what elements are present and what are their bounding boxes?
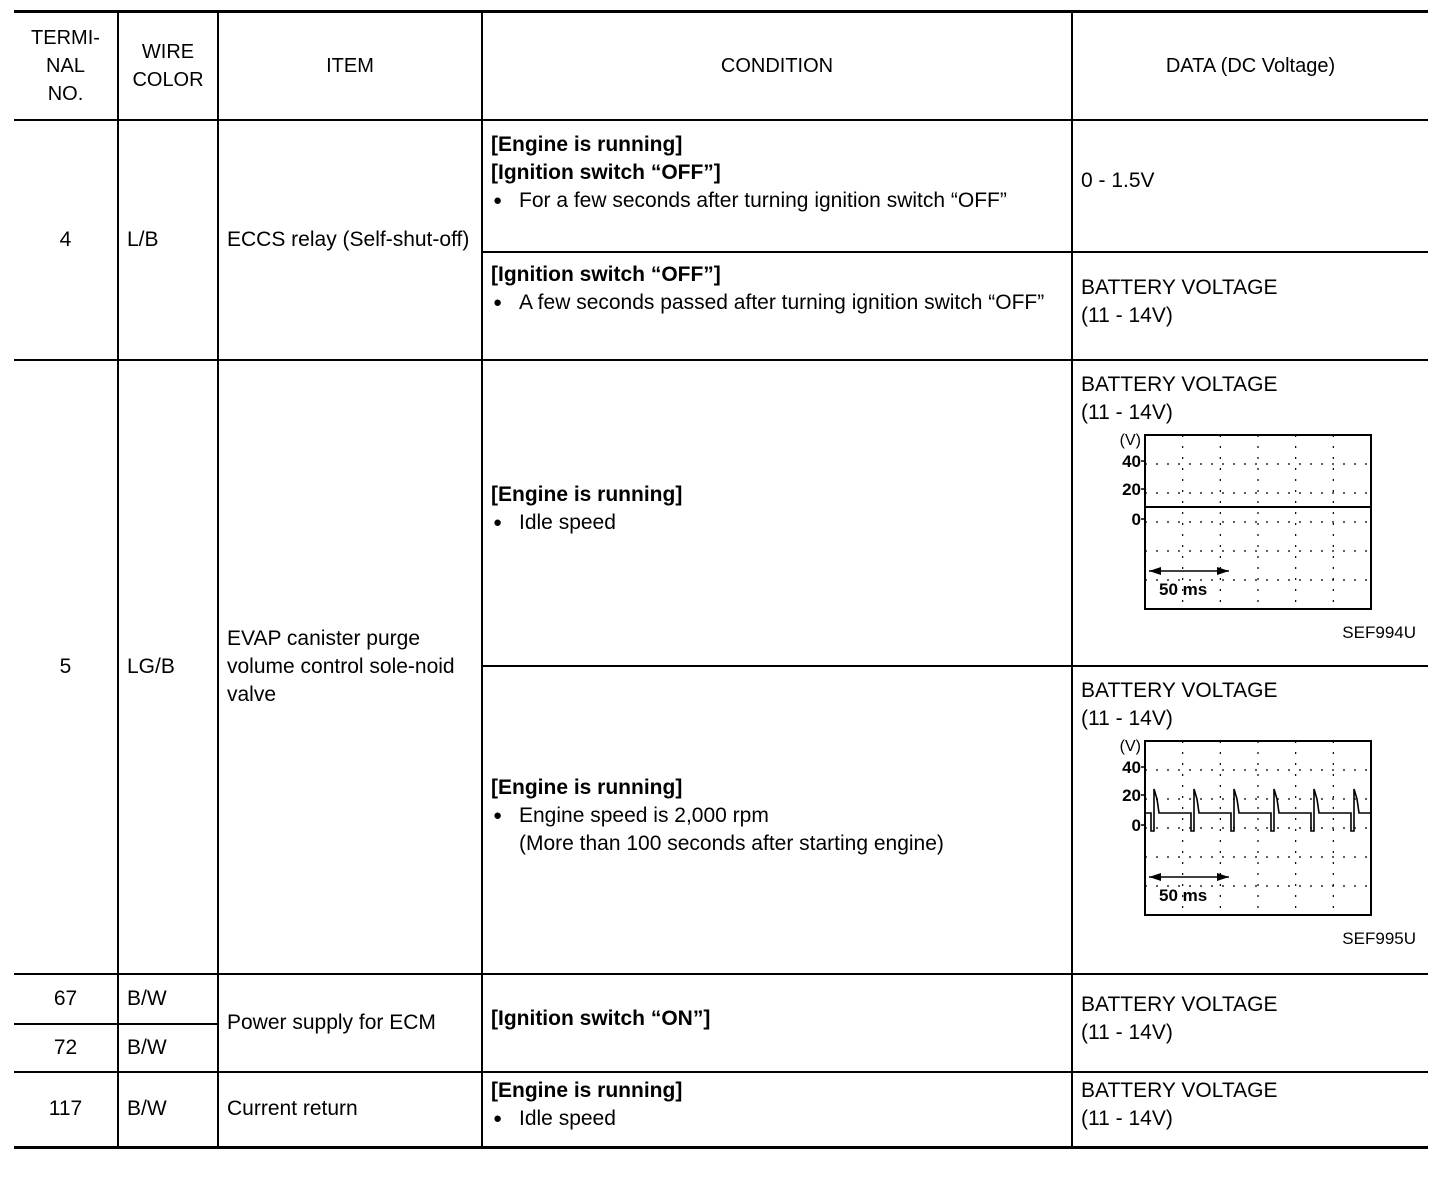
condition-heading: [Engine is running] [491,1079,683,1103]
header-wire-line1: WIRE [141,40,195,63]
terminal-no: 117 [14,1072,118,1148]
condition-cell [482,252,1072,360]
data-range: (11 - 14V) [1081,1020,1173,1044]
data-value: 0 - 1.5V [1081,168,1155,192]
y-tick-label: 40 [1122,451,1141,471]
arrow-left-icon [1149,873,1161,881]
y-tick-label: 0 [1131,509,1141,529]
time-scale-label: 50 ms [1159,579,1208,599]
data-cell [1072,1072,1428,1148]
header-data: DATA (DC Voltage) [1072,12,1428,120]
y-tick-label: 0 [1131,815,1141,835]
data-range: (11 - 14V) [1081,1107,1173,1131]
terminal-no: 72 [14,1024,118,1072]
figure-id: SEF995U [1342,928,1416,948]
data-value: BATTERY VOLTAGE [1081,1079,1278,1103]
condition-cell [482,974,1072,1072]
data-cell [1072,666,1428,974]
condition-heading: [Engine is running] [491,132,683,156]
wire-color: L/B [118,120,218,360]
header-terminal [14,12,118,120]
wire-color: B/W [118,1024,218,1072]
header-terminal-line3: NO. [47,82,84,105]
y-unit-label: (V) [1119,737,1141,755]
data-value: BATTERY VOLTAGE [1081,678,1278,702]
condition-bullet: ● A few seconds passed after turning ignition switch “OFF” [491,289,1063,317]
data-cell [1072,974,1428,1072]
header-item: ITEM [218,12,482,120]
data-value: BATTERY VOLTAGE [1081,372,1278,396]
oscilloscope-waveform-flat [1081,431,1381,617]
y-tick-label: 40 [1122,757,1141,777]
terminal-no: 5 [14,360,118,974]
y-tick-label: 20 [1122,479,1141,499]
header-wire-color [118,12,218,120]
arrow-right-icon [1217,873,1229,881]
wire-color: B/W [118,1072,218,1148]
data-value: BATTERY VOLTAGE [1081,992,1278,1016]
item-name: EVAP canister purge volume control sole-noid valve [218,360,482,974]
condition-bullet: ● For a few seconds after turning ignition switch “OFF” [491,187,1063,215]
oscilloscope-waveform-pulse [1081,737,1381,923]
ecm-terminal-table [14,10,1428,1149]
condition-bullet: ● Idle speed [491,509,1063,537]
data-value: BATTERY VOLTAGE [1081,275,1278,299]
figure-id: SEF994U [1342,622,1416,642]
condition-heading: [Engine is running] [491,775,683,799]
data-range: (11 - 14V) [1081,303,1173,327]
data-range: (11 - 14V) [1081,400,1173,424]
condition-bullet: ● Engine speed is 2,000 rpm [491,802,1063,830]
condition-cell [482,666,1072,974]
condition-cell [482,360,1072,666]
header-wire-line2: COLOR [132,68,204,91]
header-row [14,12,1428,120]
condition-cell [482,1072,1072,1148]
terminal-no: 4 [14,120,118,360]
table-row [14,120,1428,252]
scope-figure [1081,733,1420,953]
table-row [14,360,1428,666]
condition-bullet: ● Idle speed [491,1105,1063,1133]
condition-note: (More than 100 seconds after starting engine) [519,831,944,855]
item-name: ECCS relay (Self-shut-off) [218,120,482,360]
item-name: Current return [218,1072,482,1148]
data-cell [1072,252,1428,360]
scope-figure [1081,427,1420,647]
wire-color: B/W [118,974,218,1024]
wire-color: LG/B [118,360,218,974]
arrow-right-icon [1217,567,1229,575]
y-unit-label: (V) [1119,431,1141,449]
condition-heading: [Ignition switch “OFF”] [491,160,721,184]
item-name: Power supply for ECM [218,974,482,1072]
header-condition: CONDITION [482,12,1072,120]
terminal-table [14,10,1428,1149]
condition-heading: [Engine is running] [491,482,683,506]
condition-heading: [Ignition switch “OFF”] [491,262,721,286]
condition-cell [482,120,1072,252]
y-tick-label: 20 [1122,785,1141,805]
terminal-no: 67 [14,974,118,1024]
header-terminal-line1: TERMI- [31,26,100,49]
time-scale-label: 50 ms [1159,885,1208,905]
condition-heading: [Ignition switch “ON”] [491,1006,711,1030]
data-range: (11 - 14V) [1081,706,1173,730]
data-cell [1072,360,1428,666]
arrow-left-icon [1149,567,1161,575]
header-terminal-line2: NAL [46,54,85,77]
table-row [14,1072,1428,1148]
waveform-line [1145,789,1371,831]
data-cell [1072,120,1428,252]
table-row [14,974,1428,1024]
